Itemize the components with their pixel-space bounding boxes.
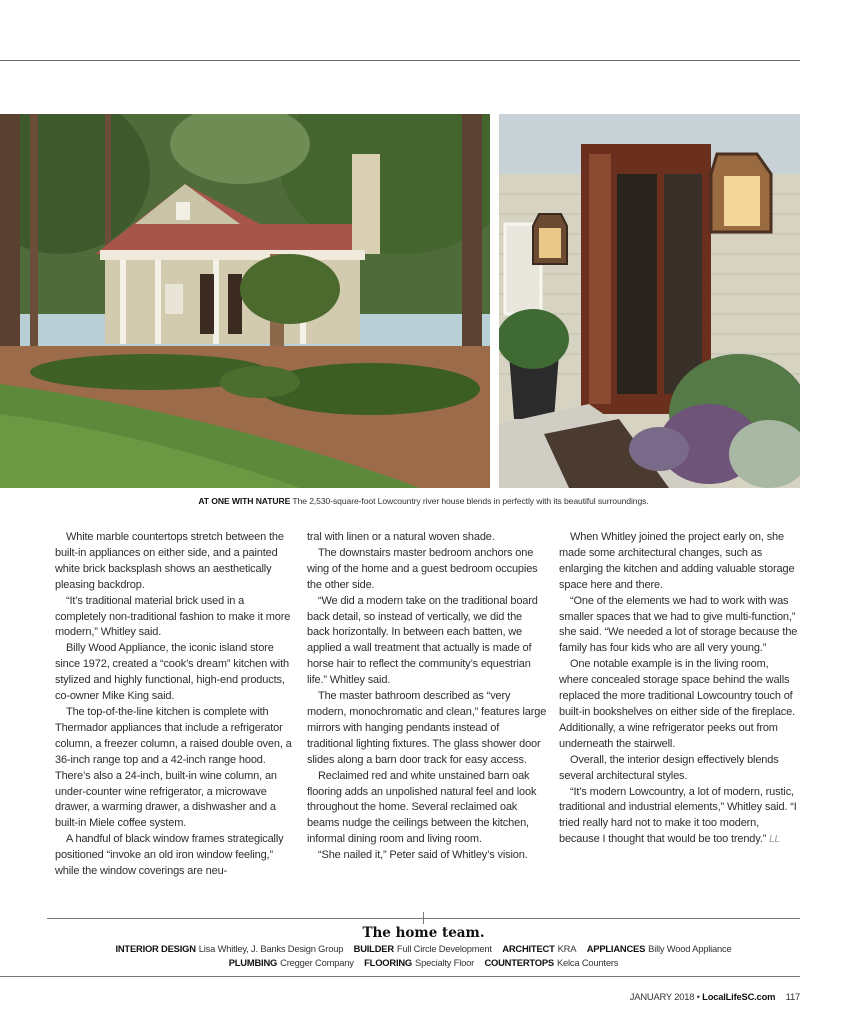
credit-plumbing: PLUMBING Cregger Company (228, 957, 354, 968)
paragraph: A handful of black window frames strategically positioned “invoke an old iron window feeling,” while the window coverings are neu- (55, 833, 284, 878)
paragraph: The top-of-the-line kitchen is complete with Thermador appliances that include a refrigerator column, a freezer column, a raised double oven, a 36-inch range top and a 42-inch range hood. There’s also a 24-inch, built-in wine column, an under-counter wine refrigerator, a microwave drawer, a warming drawer, a dishwasher and a built-in Miele coffee system. (55, 705, 292, 830)
article-column-1 (55, 530, 295, 880)
paragraph: Overall, the interior design effectively blends several architectural styles. (559, 753, 779, 782)
issue-date: JANUARY 2018 (629, 991, 695, 1002)
page-number: 117 (785, 991, 800, 1002)
site-name: LocalLifeSC.com (702, 991, 776, 1002)
paragraph: tral with linen or a natural woven shade. (307, 531, 495, 543)
caption-heading: AT ONE WITH NATURE (198, 496, 291, 506)
paragraph: The master bathroom described as “very modern, monochromatic and clean,” features large mirrors with hanging pendants instead of traditional lighting fixtures. The glass shower door slides along a barn door track for easy access. (307, 690, 547, 766)
credits-line-2 (0, 957, 847, 968)
credit-interior-design: INTERIOR DESIGN Lisa Whitley, J. Banks Design Group (115, 943, 344, 954)
paragraph: When Whitley joined the project early on, she made some architectural changes, such as enlarging the kitchen and adding valuable storage space here and there. (559, 531, 795, 591)
credit-architect: ARCHITECT KRA (502, 943, 577, 954)
paragraph: “One of the elements we had to work with was smaller spaces that we had to give multi-function,” she said. “We needed a lot of storage because the family has four kids who are all very young.” (559, 594, 798, 655)
end-mark: LL (769, 834, 780, 846)
credits-line-1 (0, 943, 847, 954)
credits-title: The home team. (362, 925, 485, 941)
page-footer (630, 991, 800, 1002)
article-column-3 (559, 530, 799, 848)
caption-text: The 2,530-square-foot Lowcountry river house blends in perfectly with its beautiful surroundings. (292, 496, 649, 506)
paragraph: White marble countertops stretch between the built-in appliances on either side, and a painted white brick backsplash shows an aesthetically pleasing backdrop. (55, 531, 284, 591)
paragraph: The downstairs master bedroom anchors one wing of the home and a guest bedroom occupies the other side. (307, 546, 538, 591)
paragraph: Billy Wood Appliance, the iconic island store since 1972, created a “cook’s dream” kitchen with stylized and highly functional, high-end products, co-owner Mike King said. (55, 642, 289, 703)
paragraph: One notable example is in the living room, where concealed storage space behind the walls replaced the more traditional Lowcountry touch of built-in bookshelves on either side of the fireplace. Additionally, a wine refrigerator peeks out from underneath the stairwell. (559, 658, 796, 750)
credit-countertops: COUNTERTOPS Kelca Counters (484, 957, 619, 968)
house-exterior-photo (0, 114, 490, 488)
credits-tick (423, 912, 424, 924)
front-door-photo (499, 114, 800, 488)
top-rule (0, 60, 800, 61)
footer-separator: • (696, 991, 700, 1002)
credit-appliances: APPLIANCES Billy Wood Appliance (586, 943, 732, 954)
paragraph: “It’s traditional material brick used in a completely non-traditional fashion to make it more modern,” Whitley said. (55, 594, 291, 639)
credits-bottom-rule (0, 976, 800, 977)
credit-builder: BUILDER Full Circle Development (353, 943, 492, 954)
paragraph: “She nailed it,” Peter said of Whitley’s vision. (318, 849, 528, 862)
paragraph: Reclaimed red and white unstained barn oak flooring adds an unpolished natural feel and look throughout the home. Several reclaimed oak beams nudge the ceilings between the kitchen, informal dining room and living room. (307, 769, 537, 846)
article-column-2 (307, 530, 547, 864)
photo-caption (0, 496, 847, 506)
paragraph: “We did a modern take on the traditional board back detail, so instead of vertically, we did the back horizontally. In between each batten, we applied a wall treatment that actually is made of horse hair to reflect the community’s equestrian life.” Whitley said. (307, 594, 538, 687)
credit-flooring: FLOORING Specialty Floor (364, 957, 475, 968)
paragraph-text: “It’s modern Lowcountry, a lot of modern, rustic, traditional and industrial elements,” Whitley said. “I tried really hard not to make it too modern, because I thought that would be too trendy.” (559, 785, 797, 846)
paragraph (559, 785, 799, 849)
